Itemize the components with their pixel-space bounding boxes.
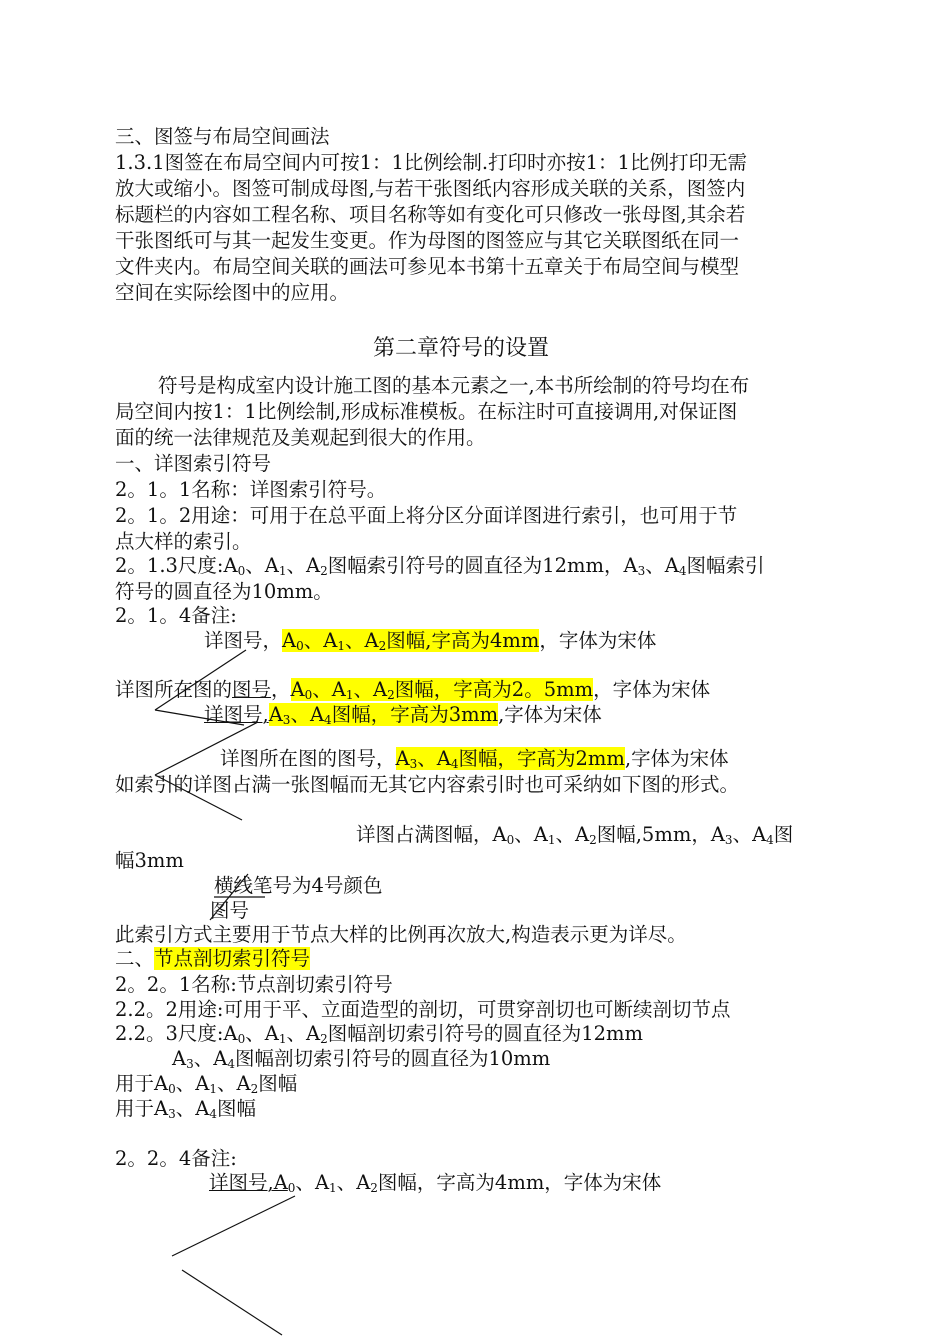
paragraph-line: 文件夹内。布局空间关联的画法可参见本书第十五章关于布局空间与模型 xyxy=(115,255,740,278)
section-heading: 三、图签与布局空间画法 xyxy=(115,125,330,148)
leader-line xyxy=(155,722,258,775)
annotation-line: 横线笔号为4号颜色 xyxy=(214,874,383,897)
annotation-line: 幅3mm xyxy=(115,849,184,872)
leader-line xyxy=(172,1196,295,1256)
paragraph-line: 2。2。4备注: xyxy=(115,1147,237,1170)
paragraph-line: 局空间内按1：1比例绘制,形成标准模板。在标注时可直接调用,对保证图 xyxy=(115,400,738,423)
paragraph-line: 2。2。1名称:节点剖切索引符号 xyxy=(115,973,393,996)
annotation-line: 详图号，$A_0$、$A_1$、$A_2$图幅,字高为4mm，字体为宋体 xyxy=(204,629,657,653)
annotation-line: 详图占满图幅，$A_0$、$A_1$、$A_2$图幅,5mm，$A_3$、$A_4$图 xyxy=(356,823,794,847)
annotation-line: 详图所在图的图号，$A_3$、$A_4$图幅，字高为2mm,字体为宋体 xyxy=(220,747,729,771)
paragraph-line: 此索引方式主要用于节点大样的比例再次放大,构造表示更为详尽。 xyxy=(115,923,687,946)
paragraph-line: 符号是构成室内设计施工图的基本元素之一,本书所绘制的符号均在布 xyxy=(158,374,750,397)
paragraph-line: 面的统一法律规范及美观起到很大的作用。 xyxy=(115,426,486,449)
leader-line xyxy=(155,710,244,725)
paragraph-line: 用于$A_0$、$A_1$、$A_2$图幅 xyxy=(115,1072,298,1096)
paragraph-line: 2。1。2用途：可用于在总平面上将分区分面详图进行索引，也可用于节 xyxy=(115,504,738,527)
highlight: $A_0$、$A_1$、$A_2$图幅，字高为2。5mm xyxy=(290,678,594,702)
paragraph-line: 如索引的详图占满一张图幅而无其它内容索引时也可采纳如下图的形式。 xyxy=(115,773,740,796)
leader-line xyxy=(155,650,246,710)
highlight: $A_0$、$A_1$、$A_2$图幅,字高为4mm xyxy=(282,629,540,653)
highlight: 节点剖切索引符号 xyxy=(154,947,311,970)
annotation-line: 详图所在图的图号，$A_0$、$A_1$、$A_2$图幅，字高为2。5mm，字体为宋体 xyxy=(115,678,711,702)
leader-line xyxy=(182,1270,282,1335)
annotation-line: 详图号$,A_0$、$A_1$、$A_2$图幅，字高为4mm，字体为宋体 xyxy=(209,1171,662,1195)
paragraph-line: 1.3.1图签在布局空间内可按1：1比例绘制.打印时亦按1：1比例打印无需 xyxy=(115,151,747,174)
highlight: $A_3$、$A_4$图幅，字高为3mm xyxy=(268,703,499,727)
paragraph-line: 点大样的索引。 xyxy=(115,530,252,553)
paragraph-line: 2.2。2用途:可用于平、立面造型的剖切，可贯穿剖切也可断续剖切节点 xyxy=(115,998,731,1021)
highlight: $A_3$、$A_4$图幅，字高为2mm xyxy=(395,747,625,771)
paragraph-line: $A_3$、$A_4$图幅剖切索引符号的圆直径为10mm xyxy=(172,1047,551,1071)
paragraph-line: 2。1。4备注: xyxy=(115,604,237,627)
chapter-title: 第二章符号的设置 xyxy=(373,336,550,361)
paragraph-line: 空间在实际绘图中的应用。 xyxy=(115,281,350,304)
annotation-line: 详图号$,A_3$、$A_4$图幅，字高为3mm,字体为宋体 xyxy=(204,703,602,727)
paragraph-line: 2。1。1名称：详图索引符号。 xyxy=(115,478,387,501)
paragraph-line: 2.2。3尺度$:A_0$、$A_1$、$A_2$图幅剖切索引符号的圆直径为12mm xyxy=(115,1022,644,1046)
section-heading: 一、详图索引符号 xyxy=(115,452,272,475)
paragraph-line: 2。1.3尺度$:A_0$、$A_1$、$A_2$图幅索引符号的圆直径为12mm，$A_3$、$A_4$图幅索引 xyxy=(115,554,765,578)
paragraph-line: 放大或缩小。图签可制成母图,与若干张图纸内容形成关联的关系，图签内 xyxy=(115,177,746,200)
section-heading: 二、节点剖切索引符号 xyxy=(115,947,311,970)
leader-line xyxy=(155,775,242,820)
annotation-line: 图号 xyxy=(210,899,250,922)
paragraph-line: 标题栏的内容如工程名称、项目名称等如有变化可只修改一张母图,其余若 xyxy=(115,203,746,226)
paragraph-line: 符号的圆直径为10mm。 xyxy=(115,580,333,603)
paragraph-line: 用于$A_3$、$A_4$图幅 xyxy=(115,1097,256,1121)
paragraph-line: 干张图纸可与其一起发生变更。作为母图的图签应与其它关联图纸在同一 xyxy=(115,229,740,252)
